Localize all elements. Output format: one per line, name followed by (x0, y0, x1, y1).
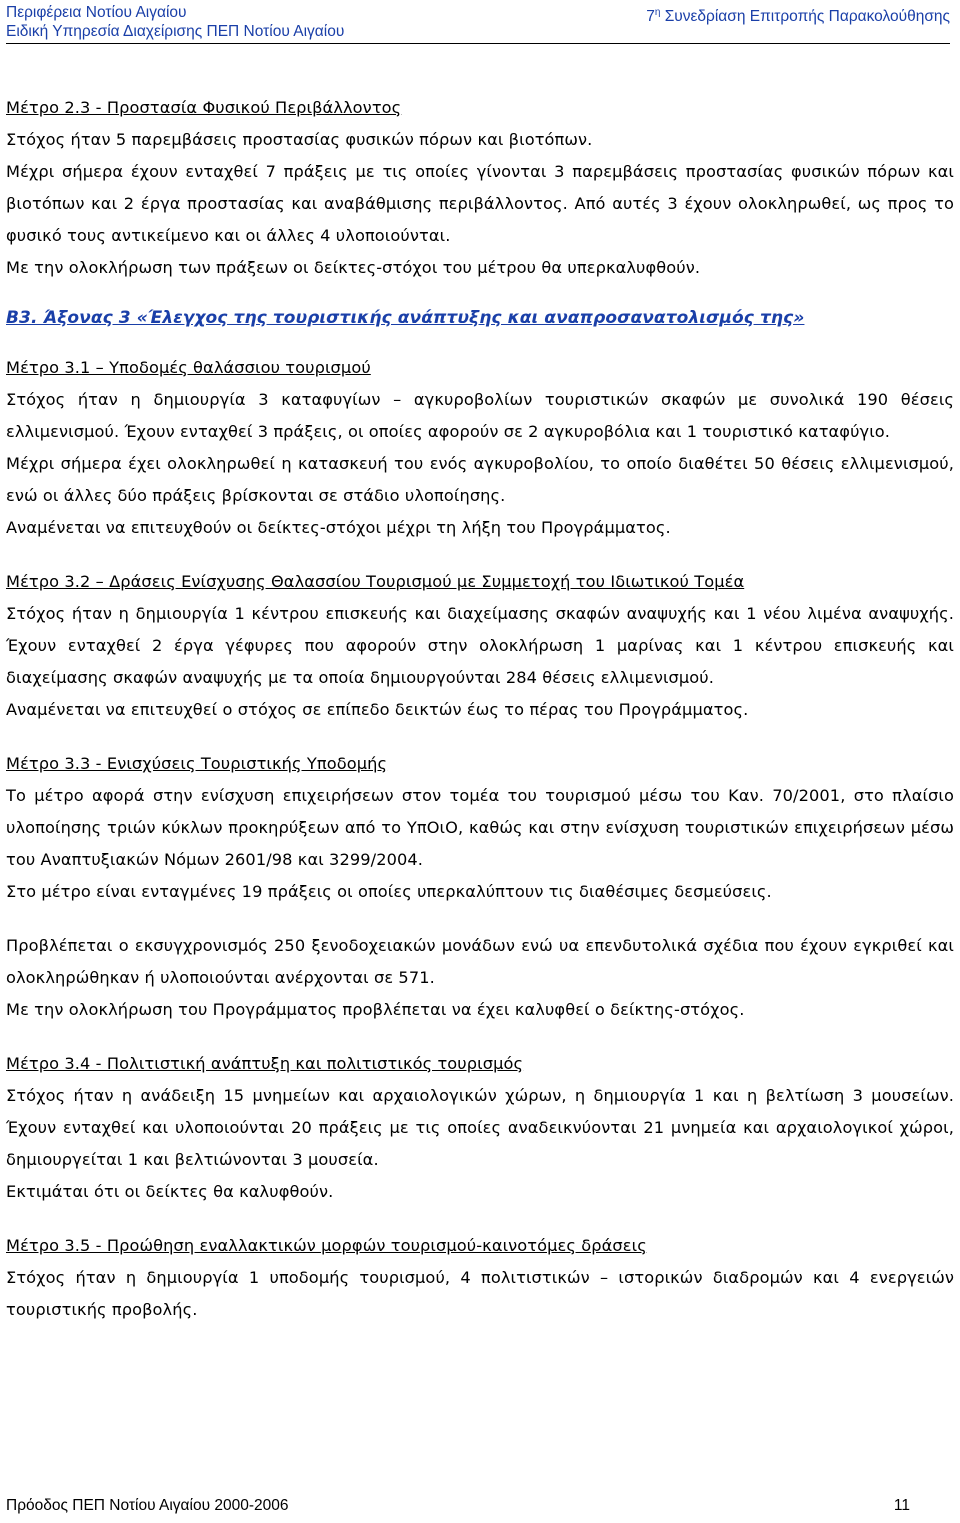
header-region: Περιφέρεια Νοτίου Αιγαίου (6, 4, 187, 21)
measure-3-2-outlook: Αναμένεται να επιτευχθεί ο στόχος σε επίπεδο δεικτών έως το πέρας του Προγράμματος. (6, 700, 749, 719)
measure-3-4-target: Στόχος ήταν η ανάδειξη 15 μνημείων και αρχαιολογικών χώρων, η δημιουργία 1 και η βελτίωση 3 μουσείων. Έχουν ενταχθεί και υλοποιούνται 20 πράξεις με τις οποίες αναδεικνύονται 21 μνημεία και αρχαιολογικοί χώροι, δημιουργείται 1 και βελτιώνονται 3 μουσεία. (6, 1086, 954, 1169)
header-left (6, 3, 344, 41)
measure-3-4-title: Μέτρο 3.4 - Πολιτιστική ανάπτυξη και πολιτιστικός τουρισμός (6, 1054, 524, 1073)
measure-3-2-title: Μέτρο 3.2 – Δράσεις Ενίσχυσης Θαλασσίου Τουρισμού με Συμμετοχή του Ιδιωτικού Τομέα (6, 572, 745, 591)
header-session-number: 7 (646, 8, 655, 26)
header-session-text: Συνεδρίαση Επιτροπής Παρακολούθησης (660, 8, 950, 26)
measure-3-5-target: Στόχος ήταν η δημιουργία 1 υποδομής τουρισμού, 4 πολιτιστικών – ιστορικών διαδρομών και 4 ενεργειών τουριστικής προβολής. (6, 1268, 954, 1319)
measure-2-3-outlook: Με την ολοκλήρωση των πράξεων οι δείκτες-στόχοι του μέτρου θα υπερκαλυφθούν. (6, 258, 701, 277)
measure-3-1-target: Στόχος ήταν η δημιουργία 3 καταφυγίων – αγκυροβολίων τουριστικών σκαφών με συνολικά 190 θέσεις ελλιμενισμού. Έχουν ενταχθεί 3 πράξεις, οι οποίες αφορούν σε 2 αγκυροβόλια και 1 τουριστικό καταφύγιο. (6, 390, 954, 441)
measure-3-3-title: Μέτρο 3.3 - Ενισχύσεις Τουριστικής Υποδομής (6, 754, 388, 773)
header-authority: Ειδική Υπηρεσία Διαχείρισης ΠΕΠ Νοτίου Αιγαίου (6, 23, 345, 40)
document-body (6, 92, 954, 1326)
measure-3-3-projects: Στο μέτρο είναι ενταγμένες 19 πράξεις οι οποίες υπερκαλύπτουν τις διαθέσιμες δεσμεύσεις. (6, 882, 772, 901)
page-number: 11 (893, 1497, 910, 1514)
axis-3-title: Β3. Άξονας 3 «Έλεγχος της τουριστικής ανάπτυξης και αναπροσανατολισμός της» (6, 308, 805, 328)
measure-3-2-target: Στόχος ήταν η δημιουργία 1 κέντρου επισκευής και διαχείμασης σκαφών αναψυχής και 1 νέου λιμένα αναψυχής. Έχουν ενταχθεί 2 έργα γέφυρες που αφορούν στην ολοκλήρωση 1 μαρίνας και 1 κέντρου επισκευής και διαχείμασης σκαφών αναψυχής με τα οποία δημιουργούνται 284 θέσεις ελλιμενισμού. (6, 604, 954, 687)
measure-3-3-outlook: Με την ολοκλήρωση του Προγράμματος προβλέπεται να έχει καλυφθεί ο δείκτης-στόχος. (6, 1000, 745, 1019)
measure-3-4-outlook: Εκτιμάται ότι οι δείκτες θα καλυφθούν. (6, 1182, 334, 1201)
measure-3-3-description: Το μέτρο αφορά στην ενίσχυση επιχειρήσεων στον τομέα του τουρισμού μέσω του Καν. 70/2001, στο πλαίσιο υλοποίησης τριών κύκλων προκηρύξεων από το ΥπΟιΟ, καθώς και στην ενίσχυση τουριστικών επιχειρήσεων μέσω του Αναπτυξιακών Νόμων 2601/98 και 3299/2004. (6, 786, 954, 869)
measure-3-3-forecast: Προβλέπεται ο εκσυγχρονισμός 250 ξενοδοχειακών μονάδων ενώ υα επενδυτολικά σχέδια που έχουν εγκριθεί και ολοκληρώθηκαν ή υλοποιούνται ανέρχονται σε 571. (6, 936, 954, 987)
measure-3-1-outlook: Αναμένεται να επιτευχθούν οι δείκτες-στόχοι μέχρι τη λήξη του Προγράμματος. (6, 518, 671, 537)
page-header (6, 3, 950, 44)
measure-2-3-title: Μέτρο 2.3 - Προστασία Φυσικού Περιβάλλοντος (6, 98, 402, 117)
measure-3-5-title: Μέτρο 3.5 - Προώθηση εναλλακτικών μορφών τουρισμού-καινοτόμες δράσεις (6, 1236, 647, 1255)
measure-3-1-title: Μέτρο 3.1 – Υποδομές θαλάσσιου τουρισμού (6, 358, 371, 377)
page-footer (6, 1497, 910, 1515)
measure-2-3-progress: Μέχρι σήμερα έχουν ενταχθεί 7 πράξεις με τις οποίες γίνονται 3 παρεμβάσεις προστασίας φυσικών πόρων και βιοτόπων και 2 έργα προστασίας και αναβάθμισης περιβάλλοντος. Από αυτές 3 έχουν ολοκληρωθεί, ως προς το φυσικό τους αντικείμενο και οι άλλες 4 υλοποιούνται. (6, 162, 954, 245)
measure-3-1-progress: Μέχρι σήμερα έχει ολοκληρωθεί η κατασκευή του ενός αγκυροβολίου, το οποίο διαθέτει 50 θέσεις ελλιμενισμού, ενώ οι άλλες δύο πράξεις βρίσκονται σε στάδιο υλοποίησης. (6, 454, 954, 505)
footer-title: Πρόοδος ΠΕΠ Νοτίου Αιγαίου 2000-2006 (6, 1497, 289, 1514)
header-session-sup: η (654, 7, 661, 18)
measure-2-3-target: Στόχος ήταν 5 παρεμβάσεις προστασίας φυσικών πόρων και βιοτόπων. (6, 130, 593, 149)
header-right (646, 3, 950, 26)
